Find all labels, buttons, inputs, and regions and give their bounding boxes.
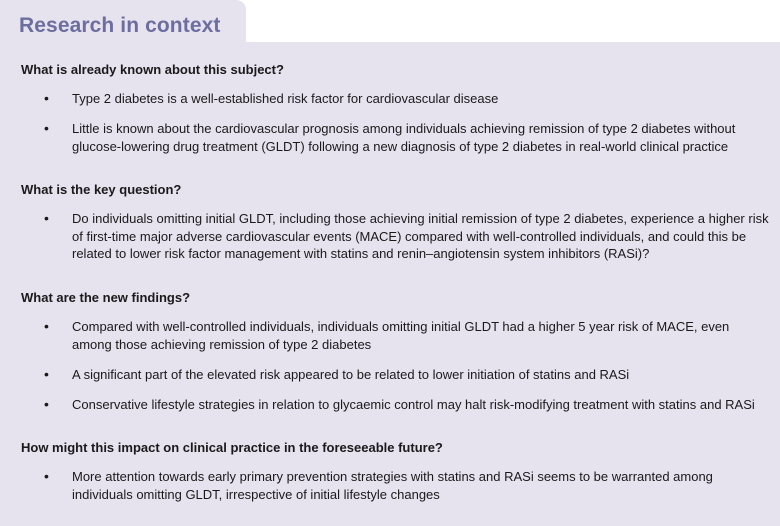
bullet-icon: • [44, 366, 49, 382]
section-heading-new-findings: What are the new findings? [21, 290, 191, 305]
bullet-icon: • [44, 210, 49, 226]
bullet-icon: • [44, 318, 49, 334]
section-heading-known: What is already known about this subject? [21, 62, 284, 77]
research-in-context-tab [0, 0, 246, 44]
list-item: More attention towards early primary prevention strategies with statins and RASi seems to be warranted among individuals omitting GLDT, irrespective of initial lifestyle changes [72, 469, 713, 502]
list-item: Type 2 diabetes is a well-established risk factor for cardiovascular disease [72, 91, 499, 106]
list-item: Do individuals omitting initial GLDT, including those achieving initial remission of type 2 diabetes, experience a higher risk of first-time major adverse cardiovascular events (MACE) compared with well-controlled individuals, and could this be related to lower risk factor management with statins and renin–angiotensin system inhibitors (RASi)? [72, 211, 769, 261]
section-heading-key-question: What is the key question? [21, 182, 182, 197]
box-title: Research in context [19, 14, 221, 37]
bullet-icon: • [44, 120, 49, 136]
bullet-icon: • [44, 90, 49, 106]
list-item: A significant part of the elevated risk appeared to be related to lower initiation of statins and RASi [72, 367, 630, 382]
section-heading-clinical-impact: How might this impact on clinical practice in the foreseeable future? [21, 440, 443, 455]
bullet-icon: • [44, 468, 49, 484]
list-item: Conservative lifestyle strategies in relation to glycaemic control may halt risk-modifying treatment with statins and RASi [72, 397, 755, 412]
bullet-icon: • [44, 396, 49, 412]
list-item: Little is known about the cardiovascular prognosis among individuals achieving remission of type 2 diabetes without glucose-lowering drug treatment (GLDT) following a new diagnosis of type 2 diabetes in real-world clinical practice [72, 121, 736, 154]
list-item: Compared with well-controlled individuals, individuals omitting initial GLDT had a higher 5 year risk of MACE, even among those achieving remission of type 2 diabetes [72, 319, 730, 352]
